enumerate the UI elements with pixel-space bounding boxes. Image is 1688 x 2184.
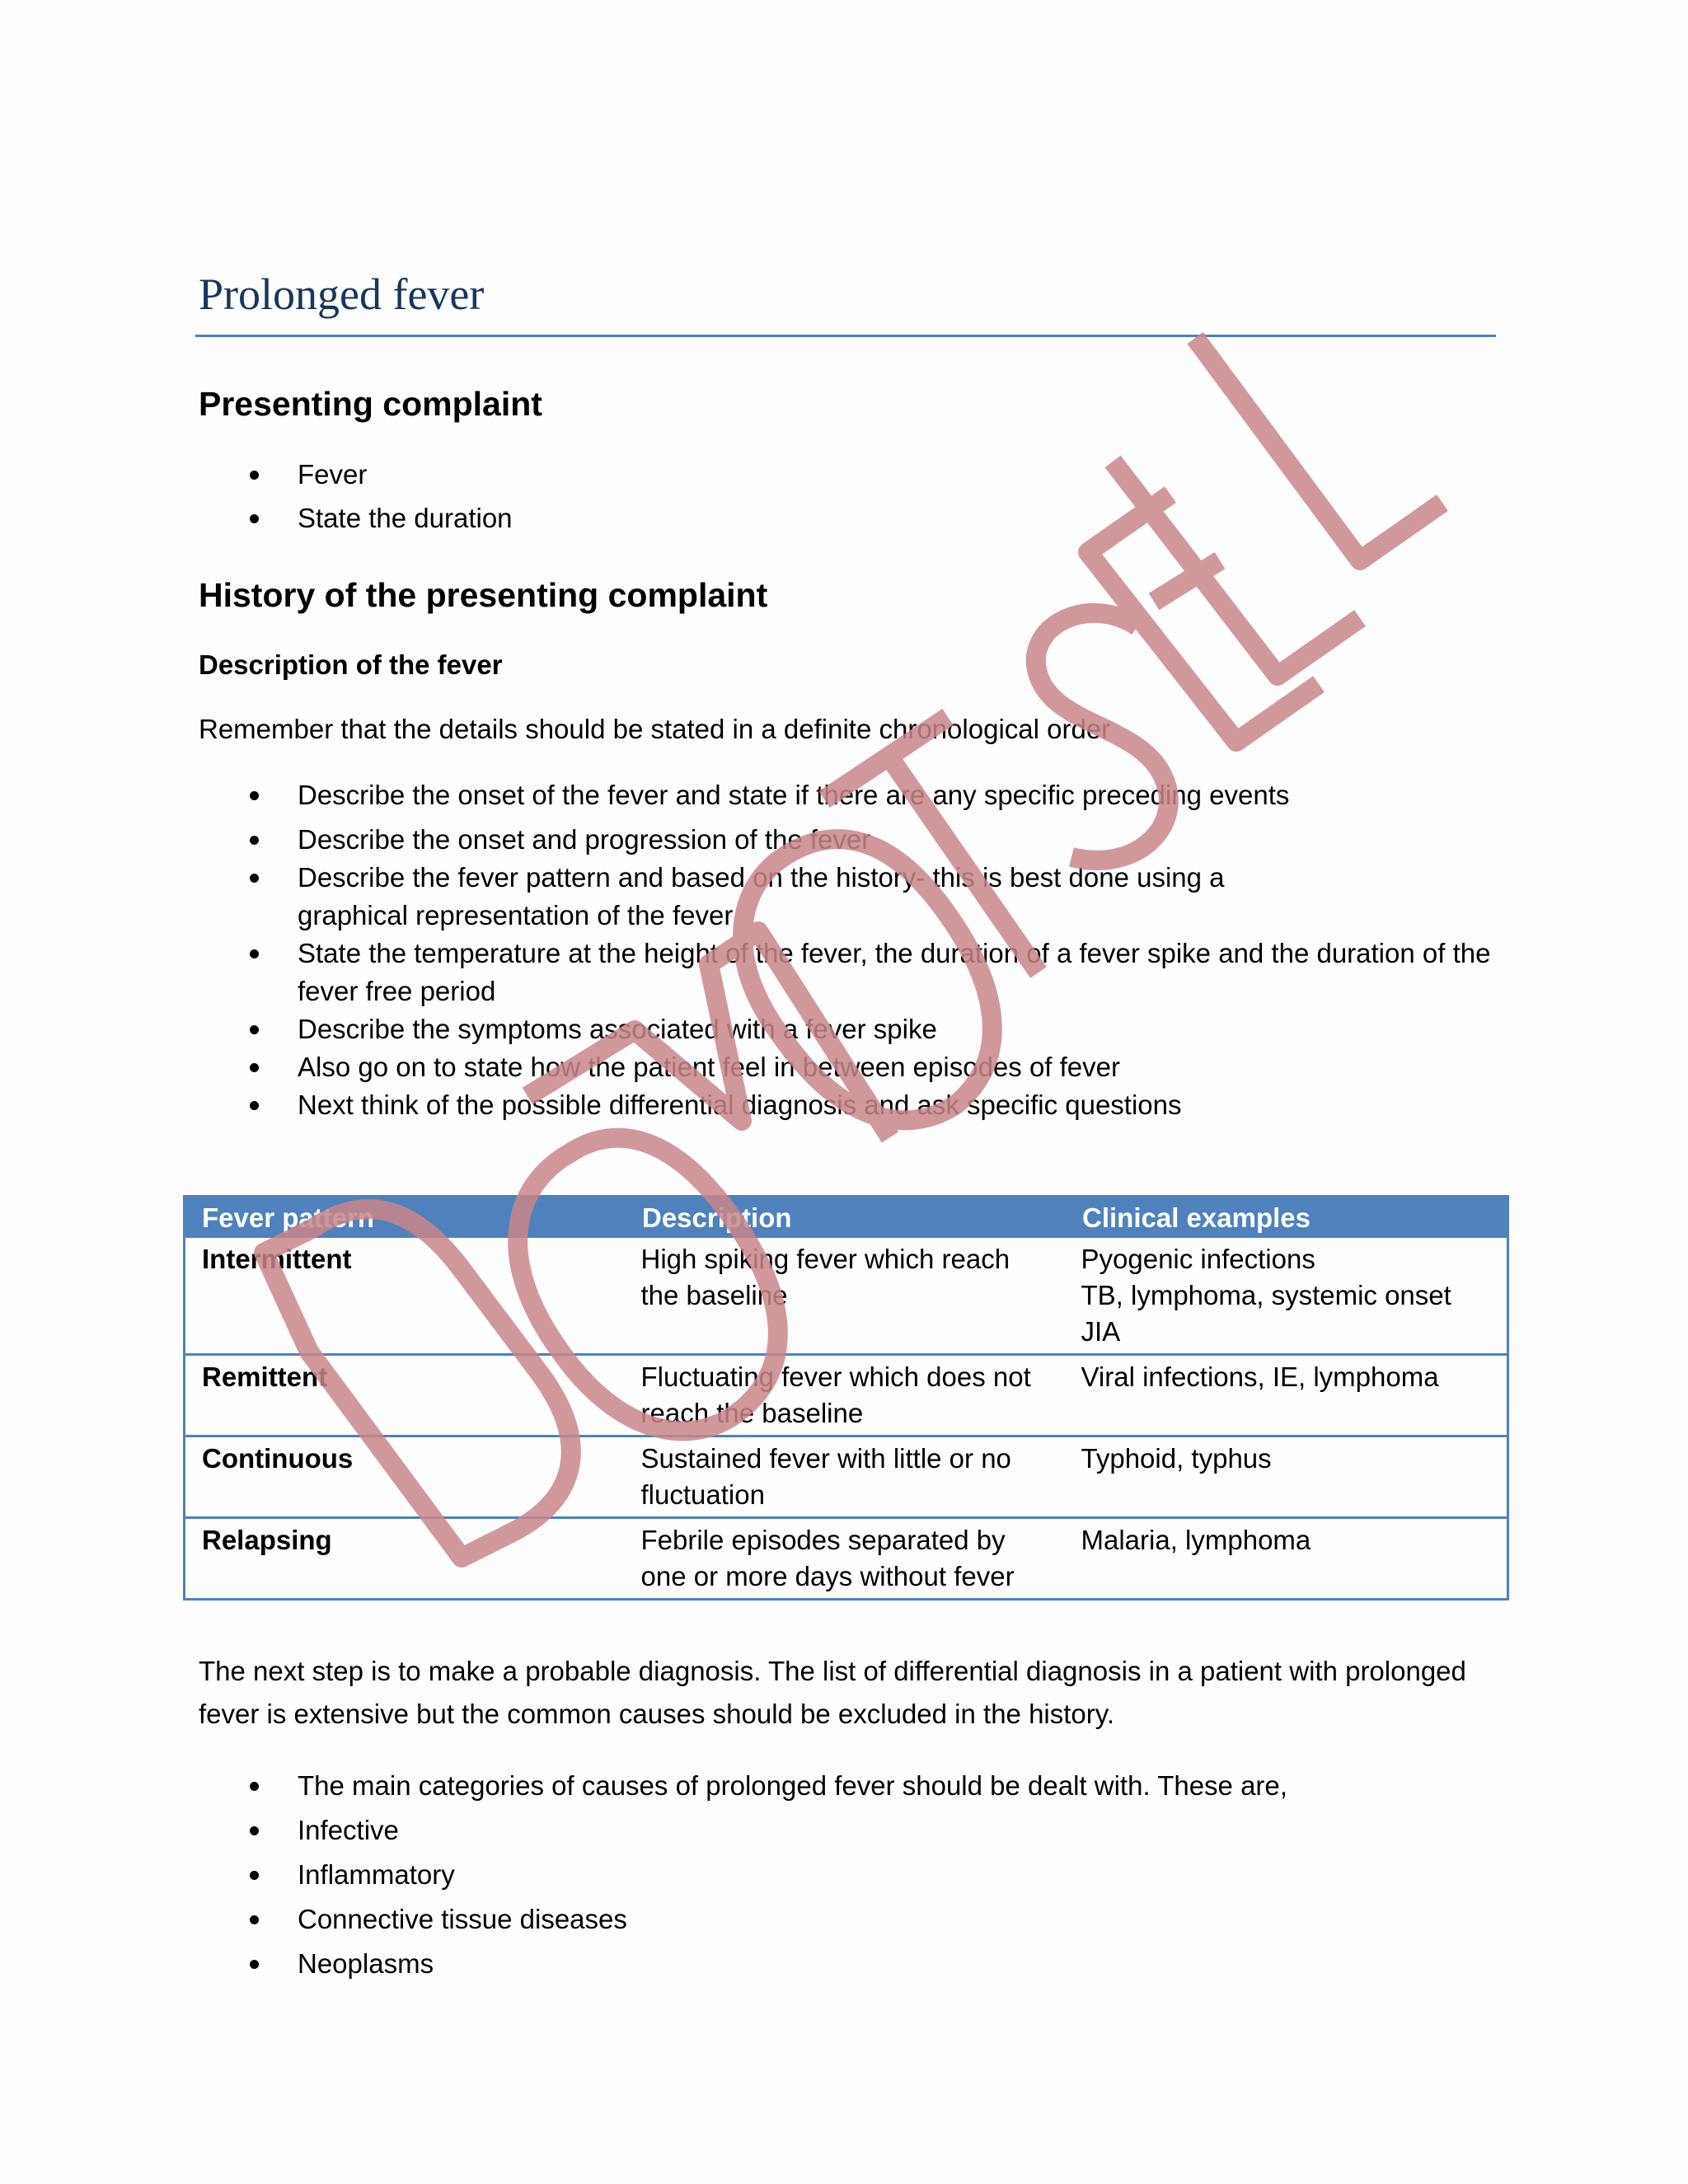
bullet-icon — [250, 836, 259, 845]
list-item: Describe the onset and progression of the fever — [199, 821, 1501, 859]
description-cell: High spiking fever which reach the baseline — [625, 1237, 1065, 1355]
description-cell: Fluctuating fever which does not reach the baseline — [625, 1355, 1065, 1436]
next-step-paragraph: The next step is to make a probable diagnosis. The list of differential diagnosis in a patient with prolonged fever is extensive but the common causes should be excluded in the history. — [199, 1656, 1466, 1729]
list-item: The main categories of causes of prolonged fever should be dealt with. These are, — [199, 1767, 1501, 1805]
title-underline — [195, 335, 1496, 337]
fever-pattern-table — [183, 1195, 1509, 1601]
history-heading: History of the presenting complaint — [199, 576, 768, 614]
page-title: Prolonged fever — [199, 269, 485, 319]
bullet-icon — [250, 791, 259, 800]
list-item: Inflammatory — [199, 1856, 1501, 1894]
list-item: Neoplasms — [199, 1945, 1501, 1983]
bullet-icon — [250, 1025, 259, 1034]
bullet-icon — [250, 949, 259, 958]
presenting-complaint-heading: Presenting complaint — [199, 385, 542, 423]
header-fever-pattern: Fever pattern — [185, 1197, 625, 1237]
examples-cell: Malaria, lymphoma — [1065, 1518, 1508, 1600]
pattern-cell: Relapsing — [185, 1518, 625, 1600]
bullet-icon — [250, 514, 259, 523]
history-list — [199, 776, 1501, 1124]
bullet-icon — [250, 1101, 259, 1110]
table-header-row — [185, 1197, 1508, 1237]
pattern-cell: Remittent — [185, 1355, 625, 1436]
list-item: Next think of the possible differential diagnosis and ask specific questions — [199, 1086, 1501, 1124]
list-item: Describe the onset of the fever and state if there are any specific preceding events — [199, 776, 1501, 814]
bullet-icon — [250, 1826, 259, 1835]
pattern-cell: Continuous — [185, 1436, 625, 1518]
list-item: Infective — [199, 1811, 1501, 1849]
bullet-icon — [250, 1871, 259, 1880]
table-row — [185, 1436, 1508, 1518]
bullet-icon — [250, 1063, 259, 1072]
presenting-complaint-list — [199, 456, 1501, 537]
bullet-icon — [250, 1960, 259, 1969]
list-item: Fever — [199, 456, 1501, 494]
bullet-icon — [250, 1915, 259, 1924]
history-intro: Remember that the details should be stated in a definite chronological order — [199, 714, 1111, 744]
header-description: Description — [625, 1197, 1065, 1237]
list-item: Also go on to state how the patient feel in between episodes of fever — [199, 1048, 1501, 1086]
bullet-icon — [250, 471, 259, 480]
fever-description-subheading: Description of the fever — [199, 649, 503, 680]
examples-cell: Typhoid, typhus — [1065, 1436, 1508, 1518]
header-clinical-examples: Clinical examples — [1065, 1197, 1508, 1237]
list-item: Describe the fever pattern and based on the history- this is best done using a graphical representation of the fever — [199, 859, 1501, 935]
table-row — [185, 1237, 1508, 1355]
causes-list — [199, 1767, 1501, 1983]
table-row — [185, 1355, 1508, 1436]
list-item: Connective tissue diseases — [199, 1900, 1501, 1938]
bullet-icon — [250, 874, 259, 883]
examples-cell: Viral infections, IE, lymphoma — [1065, 1355, 1508, 1436]
table-row — [185, 1518, 1508, 1600]
description-cell: Febrile episodes separated by one or more days without fever — [625, 1518, 1065, 1600]
list-item: State the temperature at the height of the fever, the duration of a fever spike and the duration of the fever free period — [199, 935, 1501, 1010]
examples-cell: Pyogenic infections TB, lymphoma, systemic onset JIA — [1065, 1237, 1508, 1355]
pattern-cell: Intermittent — [185, 1237, 625, 1355]
bullet-icon — [250, 1782, 259, 1791]
description-cell: Sustained fever with little or no fluctuation — [625, 1436, 1065, 1518]
list-item: State the duration — [199, 499, 1501, 537]
list-item: Describe the symptoms associated with a fever spike — [199, 1010, 1501, 1048]
